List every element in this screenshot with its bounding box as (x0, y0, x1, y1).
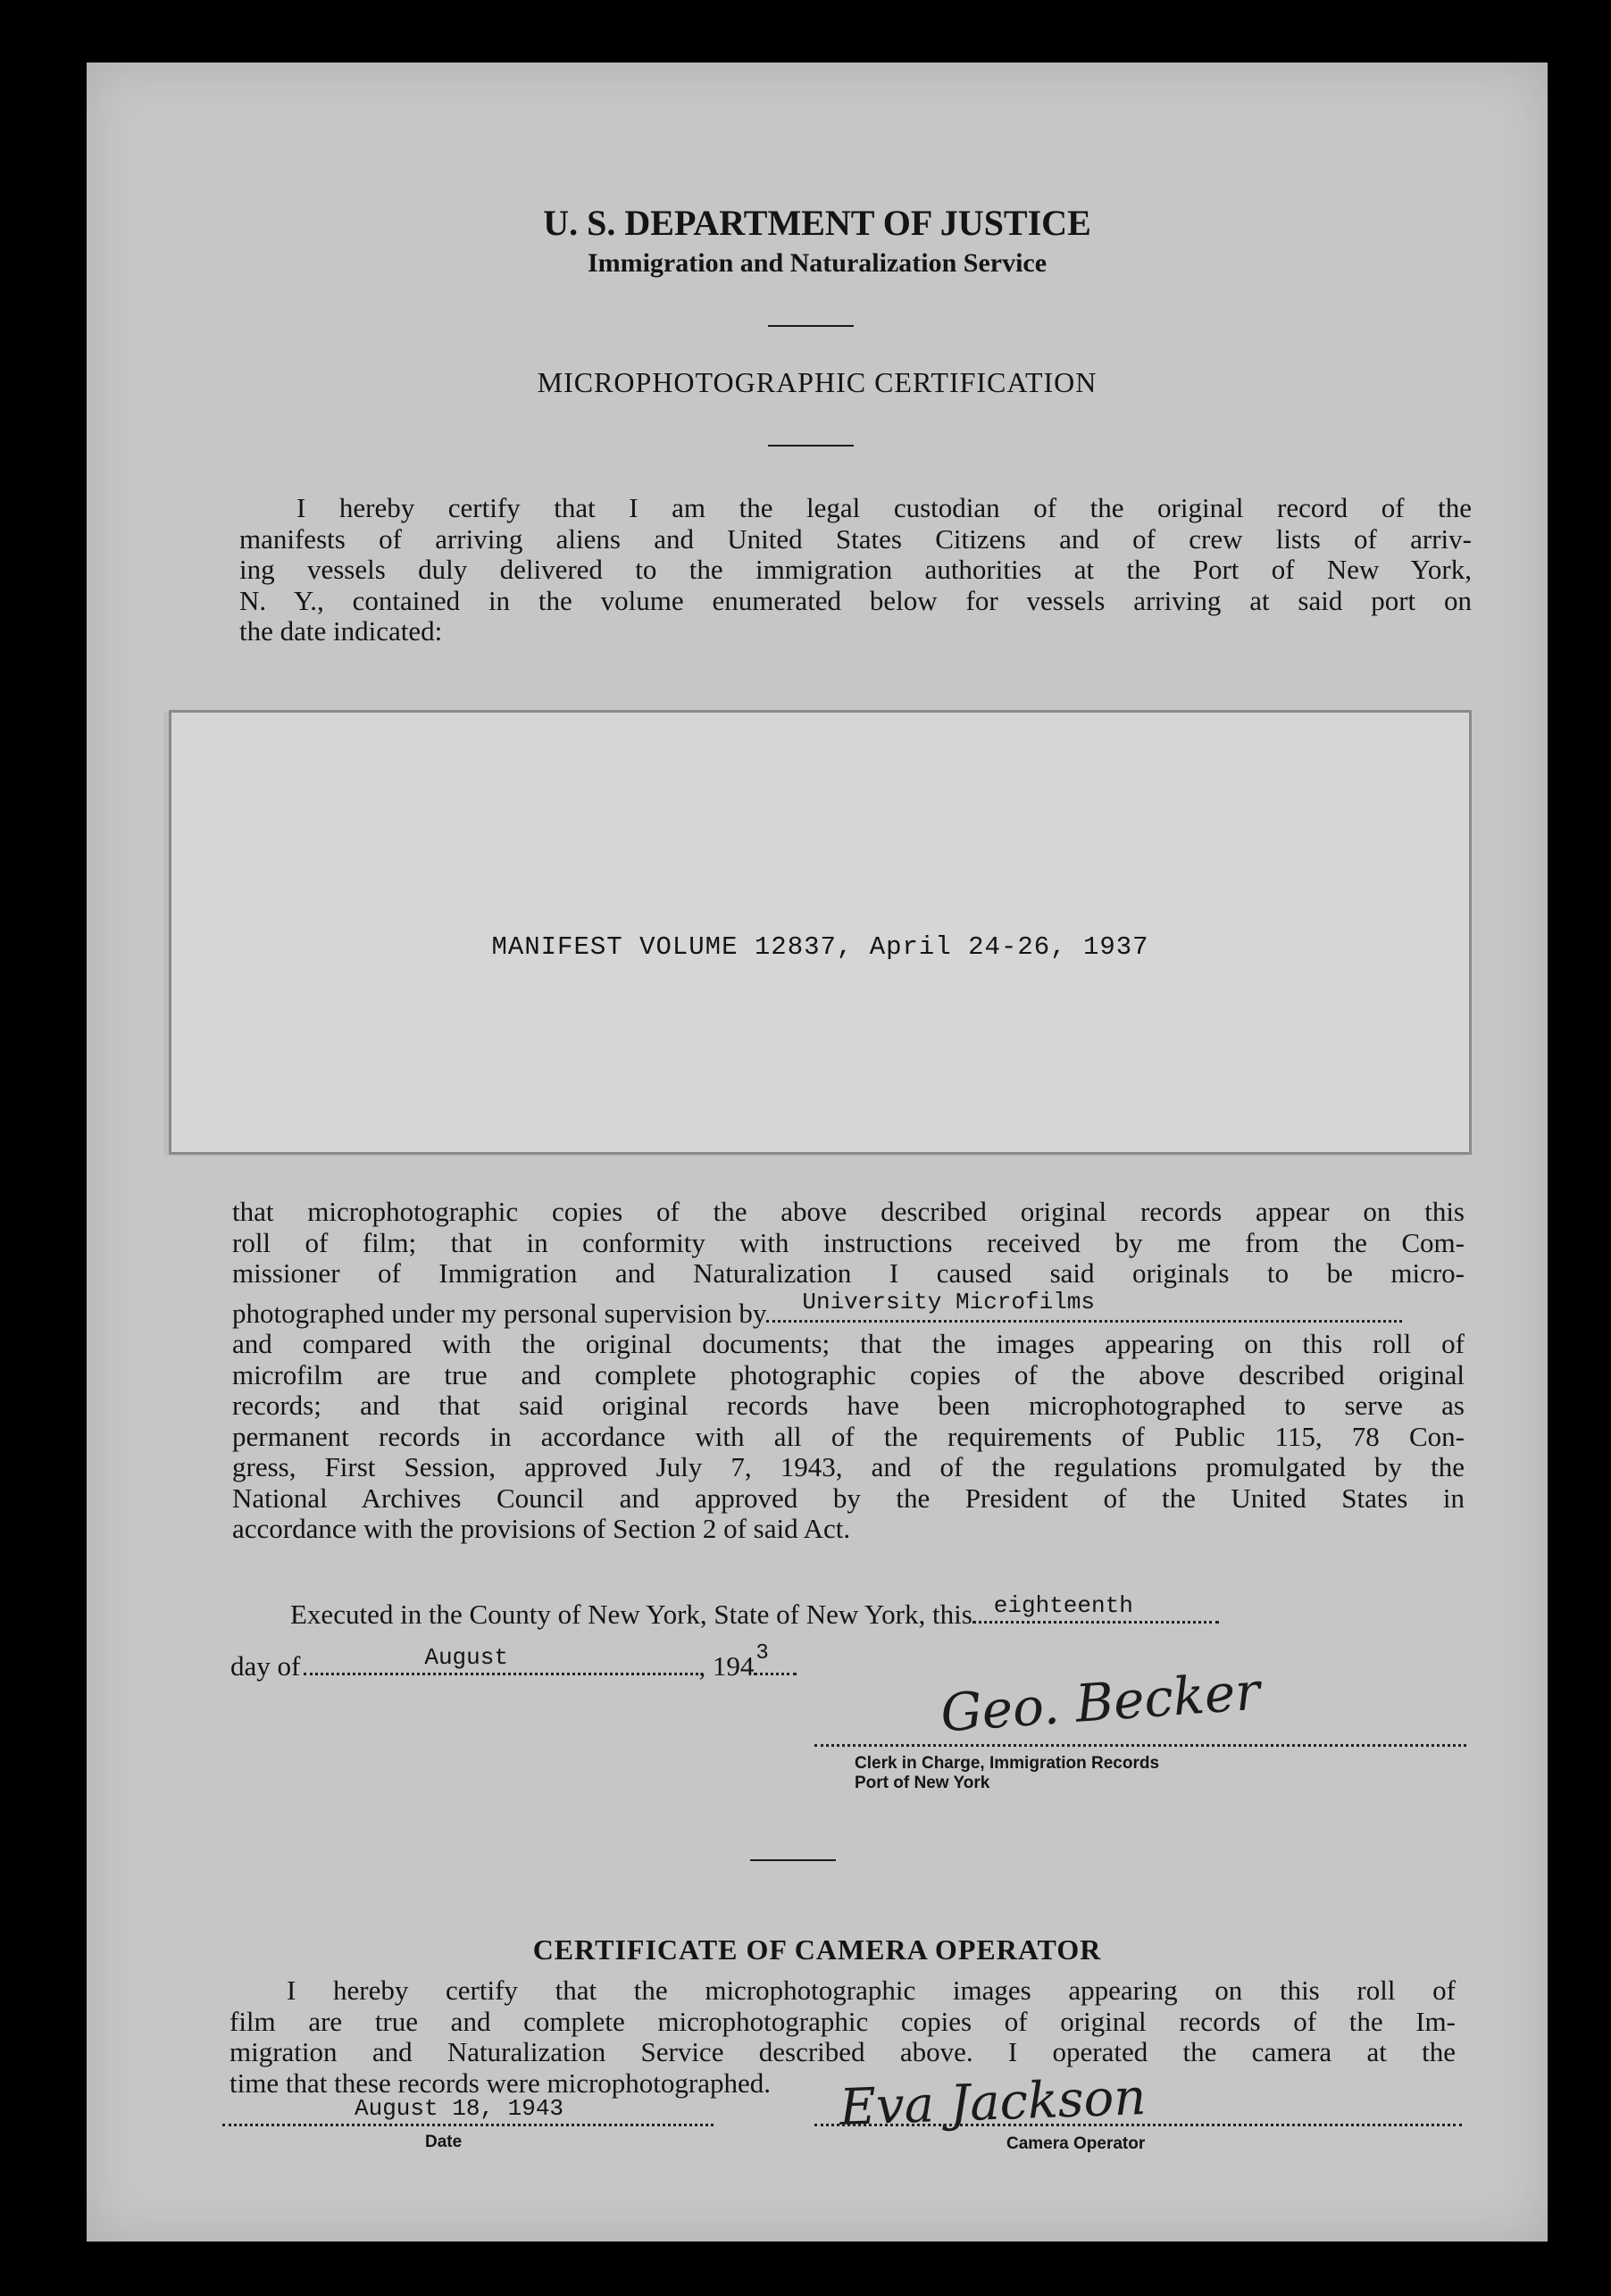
clerk-signature-line (814, 1744, 1466, 1747)
intro-line: I hereby certify that I am the legal custodian of the original record of the (296, 492, 1472, 523)
intro-line: N. Y., contained in the volume enumerated below for vessels arriving at said port on (239, 584, 1472, 616)
date-line (230, 1641, 797, 1682)
divider (768, 445, 854, 447)
certification-title: MICROPHOTOGRAPHIC CERTIFICATION (537, 366, 1098, 398)
day-value: eighteenth (993, 1592, 1133, 1619)
divider (768, 325, 854, 327)
supervisor-value: University Microfilms (802, 1289, 1096, 1315)
day-field (972, 1592, 1219, 1624)
body-line: and compared with the original documents; that the images appearing on this roll of (232, 1328, 1465, 1359)
certificate-sheet (87, 63, 1548, 2242)
operator-signature: Eva Jackson (838, 2068, 1148, 2137)
operator-line: I hereby certify that the microphotographic images appearing on this roll of (287, 1975, 1456, 2006)
supervisor-field (766, 1289, 1402, 1323)
date-signature-line (222, 2124, 714, 2126)
operator-date-value: August 18, 1943 (355, 2095, 564, 2122)
operator-line: migration and Naturalization Service described above. I operated the camera at the (230, 2036, 1456, 2067)
executed-prefix: Executed in the County of New York, State of New York, this (290, 1599, 972, 1630)
month-field (304, 1644, 698, 1675)
clerk-signature: Geo. Becker (939, 1660, 1262, 1744)
intro-line: the date indicated: (239, 615, 443, 647)
executed-line (290, 1592, 1219, 1631)
body-line: accordance with the provisions of Section 2 of said Act. (232, 1513, 851, 1544)
year-prefix: , 194 (698, 1650, 755, 1682)
body-line: gress, First Session, approved July 7, 1943, and of the regulations promulgated by the (232, 1451, 1465, 1482)
date-label: Date (425, 2133, 463, 2151)
operator-heading: CERTIFICATE OF CAMERA OPERATOR (532, 1933, 1102, 1966)
operator-line: film are true and complete microphotographic copies of original records of the Im- (230, 2005, 1456, 2037)
manifest-volume-text: MANIFEST VOLUME 12837, April 24-26, 1937 (491, 932, 1149, 962)
intro-line: manifests of arriving aliens and United States Citizens and of crew lists of arriv- (239, 522, 1472, 555)
body-line: microfilm are true and complete photographic copies of the above described original (232, 1358, 1465, 1390)
body-paragraph (232, 1197, 1465, 1545)
department-heading: U. S. DEPARTMENT OF JUSTICE (543, 203, 1091, 243)
supervision-prefix: photographed under my personal supervision by (232, 1297, 767, 1329)
operator-line: time that these records were microphotographed. (230, 2066, 771, 2099)
year-value: 3 (755, 1641, 769, 1666)
body-line: National Archives Council and approved by the President of the United States in (232, 1482, 1465, 1514)
body-line: that microphotographic copies of the above described original records appear on this (232, 1196, 1465, 1227)
intro-line: ing vessels duly delivered to the immigration authorities at the Port of New York, (239, 554, 1472, 585)
service-subheading: Immigration and Naturalization Service (587, 248, 1048, 278)
body-line: roll of film; that in conformity with instructions received by me from the Com- (232, 1226, 1465, 1258)
body-line: records; and that said original records have been microphotographed to serve as (232, 1390, 1465, 1421)
supervision-line (232, 1289, 1465, 1330)
clerk-title: Clerk in Charge, Immigration Records (855, 1754, 1160, 1773)
month-value: August (424, 1644, 508, 1671)
body-line: missioner of Immigration and Naturalization I caused said originals to be micro- (232, 1257, 1465, 1289)
body-line: permanent records in accordance with all of the requirements of Public 115, 78 Con- (232, 1420, 1465, 1452)
year-field (754, 1641, 797, 1675)
day-of-label: day of (230, 1650, 301, 1682)
camera-operator-label: Camera Operator (1006, 2134, 1146, 2153)
intro-paragraph (239, 493, 1472, 647)
divider (750, 1859, 836, 1861)
manifest-insert-slip (169, 710, 1472, 1155)
clerk-location: Port of New York (855, 1774, 990, 1792)
operator-signature-line (814, 2124, 1462, 2126)
